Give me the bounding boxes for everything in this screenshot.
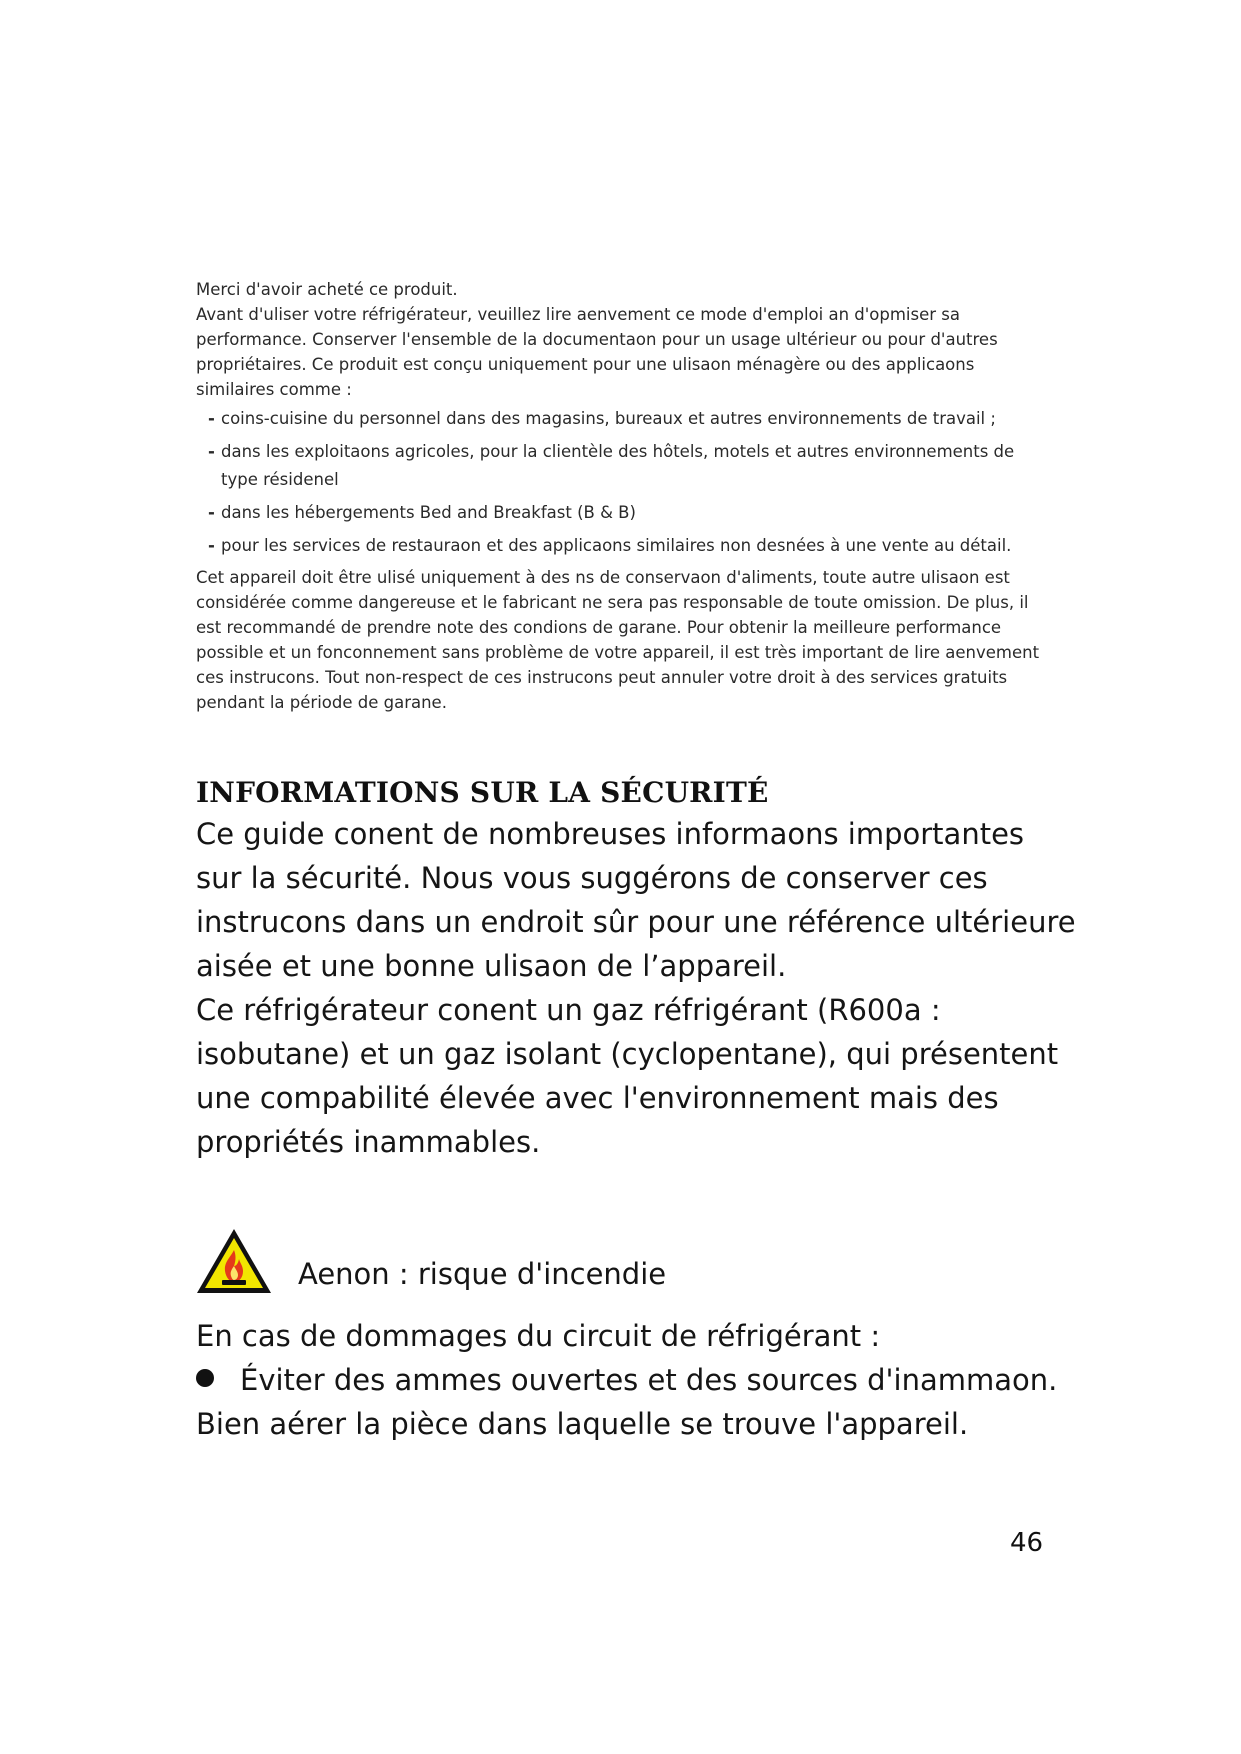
dash-marker: - xyxy=(208,409,215,428)
intro-paragraph: Avant d'uliser votre réfrigérateur, veuillez lire aenvement ce mode d'emploi an d'opmiser sa performance. Conserver l'ensemble de la documentaon pour un usage ultérieur ou pour d'autres propriétaires. Ce produit est conçu uniquement pour une ulisaon ménagère ou des applicaons similaires comme : xyxy=(196,305,998,399)
page-number: 46 xyxy=(1010,1528,1044,1558)
flammable-warning-icon xyxy=(194,1226,274,1296)
bullet-item xyxy=(196,1358,1076,1402)
list-item xyxy=(208,532,1056,560)
list-item xyxy=(208,499,1056,527)
bullet-dot xyxy=(196,1369,214,1387)
list-item-text: coins-cuisine du personnel dans des magasins, bureaux et autres environnements de travail ; xyxy=(221,409,996,428)
warning-text: Aenon : risque d'incendie xyxy=(298,1257,667,1291)
list-item xyxy=(208,438,1056,494)
list-item-text: dans les hébergements Bed and Breakfast (B & B) xyxy=(221,503,636,522)
incident-section xyxy=(196,1314,1076,1446)
list-item-text: pour les services de restauraon et des applicaons similaires non desnées à une vente au détail. xyxy=(221,536,1012,555)
usage-warning-paragraph: Cet appareil doit être ulisé uniquement à des ns de conservaon d'aliments, toute autre ulisaon est considérée comme dangereuse et le fabricant ne sera pas responsable de toute omission. De plus, il est recommandé de prendre note des condions de garane. Pour obtenir la meilleure performance possible et un fonconnement sans problème de votre appareil, il est très important de lire aenvement ces instrucons. Tout non-respect de ces instrucons peut annuler votre droit à des services gratuits pendant la période de garane. xyxy=(196,568,1040,712)
safety-paragraph-guide: Ce guide conent de nombreuses informaons importantes sur la sécurité. Nous vous suggérons de conserver ces instrucons dans un endroit sûr pour une référence ultérieure aisée et une bonne ulisaon de l’appareil. xyxy=(196,817,1076,983)
section-title: INFORMATIONS SUR LA SÉCURITÉ xyxy=(196,776,769,809)
usage-list xyxy=(196,405,1056,560)
dash-marker: - xyxy=(208,503,215,522)
list-item xyxy=(208,405,1056,433)
dash-marker: - xyxy=(208,442,215,461)
list-item-text: dans les exploitaons agricoles, pour la clientèle des hôtels, motels et autres environnements de type résidenel xyxy=(221,442,1015,489)
damage-intro: En cas de dommages du circuit de réfrigérant : xyxy=(196,1319,881,1353)
intro-section xyxy=(196,277,1056,715)
fire-warning xyxy=(194,1226,894,1306)
safety-paragraph-gas: Ce réfrigérateur conent un gaz réfrigérant (R600a : isobutane) et un gaz isolant (cyclopentane), qui présentent une compabilité élevée avec l'environnement mais des propriétés inammables. xyxy=(196,993,1059,1159)
intro-thanks: Merci d'avoir acheté ce produit. xyxy=(196,280,458,299)
bullet-text: Éviter des ammes ouvertes et des sources d'inammaon. xyxy=(240,1363,1058,1397)
safety-section xyxy=(196,812,1076,1164)
dash-marker: - xyxy=(208,536,215,555)
ventilate-instruction: Bien aérer la pièce dans laquelle se trouve l'appareil. xyxy=(196,1407,969,1441)
